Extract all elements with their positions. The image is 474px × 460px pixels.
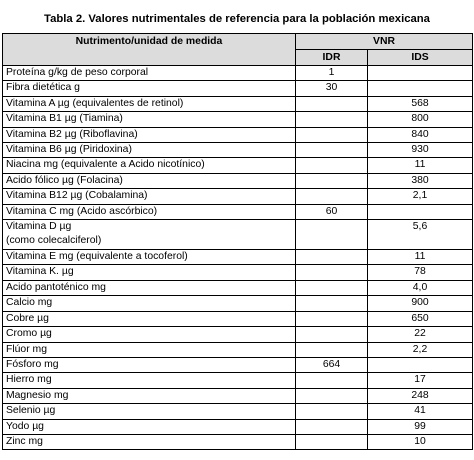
header-vnr: VNR bbox=[296, 34, 473, 50]
ids-cell: 568 bbox=[368, 96, 473, 111]
ids-cell: 900 bbox=[368, 296, 473, 311]
ids-cell bbox=[368, 66, 473, 81]
nutrient-name: Vitamina E mg (equivalente a tocoferol) bbox=[6, 251, 188, 263]
nutrient-cell bbox=[3, 265, 296, 280]
nutrient-cell bbox=[3, 143, 296, 158]
nutrient-name: Cobre µg bbox=[6, 312, 49, 324]
nutrient-cell bbox=[3, 404, 296, 419]
nutrient-cell bbox=[3, 158, 296, 173]
nutrient-cell bbox=[3, 327, 296, 342]
idr-cell bbox=[296, 189, 368, 204]
table-row bbox=[3, 373, 473, 388]
table-row bbox=[3, 250, 473, 265]
nutrient-name: Fibra dietética g bbox=[6, 82, 80, 94]
table-body bbox=[3, 66, 473, 450]
table-row bbox=[3, 189, 473, 204]
table-row bbox=[3, 66, 473, 81]
table-row bbox=[3, 127, 473, 142]
idr-cell bbox=[296, 342, 368, 357]
table-row bbox=[3, 173, 473, 188]
nutrient-name: Yodo µg bbox=[6, 420, 44, 432]
ids-cell: 2,1 bbox=[368, 189, 473, 204]
nutrient-cell bbox=[3, 112, 296, 127]
idr-cell bbox=[296, 127, 368, 142]
idr-cell bbox=[296, 158, 368, 173]
ids-cell: 380 bbox=[368, 173, 473, 188]
nutrient-cell bbox=[3, 419, 296, 434]
nutrient-cell bbox=[3, 342, 296, 357]
table-row bbox=[3, 81, 473, 96]
idr-cell: 60 bbox=[296, 204, 368, 219]
ids-cell: 11 bbox=[368, 158, 473, 173]
nutrient-cell bbox=[3, 204, 296, 219]
nutrient-name: Selenio µg bbox=[6, 405, 56, 417]
ids-cell: 930 bbox=[368, 143, 473, 158]
ids-cell: 78 bbox=[368, 265, 473, 280]
nutrient-name: Vitamina B6 µg (Piridoxina) bbox=[6, 144, 132, 156]
ids-cell: 99 bbox=[368, 419, 473, 434]
nutrient-name: Vitamina B12 µg (Cobalamina) bbox=[6, 190, 148, 202]
ids-cell: 41 bbox=[368, 404, 473, 419]
ids-cell: 4,0 bbox=[368, 280, 473, 295]
nutrient-cell bbox=[3, 388, 296, 403]
nutrient-cell bbox=[3, 357, 296, 372]
header-idr: IDR bbox=[296, 50, 368, 66]
nutrient-cell bbox=[3, 220, 296, 250]
table-row bbox=[3, 404, 473, 419]
header-nutrient: Nutrimento/unidad de medida bbox=[3, 34, 296, 66]
nutrient-table bbox=[2, 33, 473, 450]
table-row bbox=[3, 388, 473, 403]
idr-cell bbox=[296, 434, 368, 449]
ids-cell: 11 bbox=[368, 250, 473, 265]
ids-cell bbox=[368, 204, 473, 219]
table-row bbox=[3, 296, 473, 311]
idr-cell bbox=[296, 96, 368, 111]
ids-cell: 650 bbox=[368, 311, 473, 326]
ids-cell bbox=[368, 81, 473, 96]
nutrient-name: Acido pantoténico mg bbox=[6, 281, 106, 293]
ids-cell: 10 bbox=[368, 434, 473, 449]
ids-cell bbox=[368, 357, 473, 372]
idr-cell bbox=[296, 265, 368, 280]
nutrient-name: Acido fólico µg (Folacina) bbox=[6, 174, 123, 186]
table-row bbox=[3, 327, 473, 342]
table-row bbox=[3, 143, 473, 158]
nutrient-name: Cromo µg bbox=[6, 328, 52, 340]
table-row bbox=[3, 158, 473, 173]
nutrient-name: Magnesio mg bbox=[6, 389, 69, 401]
nutrient-cell bbox=[3, 434, 296, 449]
idr-cell bbox=[296, 404, 368, 419]
idr-cell: 30 bbox=[296, 81, 368, 96]
idr-cell bbox=[296, 296, 368, 311]
nutrient-cell bbox=[3, 250, 296, 265]
table-row bbox=[3, 434, 473, 449]
ids-cell: 17 bbox=[368, 373, 473, 388]
nutrient-name: Proteína g/kg de peso corporal bbox=[6, 67, 149, 78]
nutrient-cell bbox=[3, 127, 296, 142]
idr-cell bbox=[296, 112, 368, 127]
nutrient-cell bbox=[3, 96, 296, 111]
nutrient-name: Vitamina K. µg bbox=[6, 266, 74, 278]
ids-cell: 5,6 bbox=[368, 220, 473, 250]
table-row bbox=[3, 419, 473, 434]
nutrient-cell bbox=[3, 66, 296, 81]
nutrient-cell bbox=[3, 311, 296, 326]
nutrient-name: Flúor mg bbox=[6, 343, 47, 355]
nutrient-cell bbox=[3, 81, 296, 96]
idr-cell bbox=[296, 327, 368, 342]
idr-cell bbox=[296, 143, 368, 158]
header-ids: IDS bbox=[368, 50, 473, 66]
table-row bbox=[3, 96, 473, 111]
idr-cell bbox=[296, 311, 368, 326]
nutrient-name: Vitamina C mg (Acido ascórbico) bbox=[6, 205, 158, 217]
nutrient-name: Vitamina A µg (equivalentes de retinol) bbox=[6, 97, 184, 109]
idr-cell bbox=[296, 419, 368, 434]
idr-cell: 664 bbox=[296, 357, 368, 372]
table-row bbox=[3, 280, 473, 295]
nutrient-name: Calcio mg bbox=[6, 297, 53, 309]
idr-cell bbox=[296, 373, 368, 388]
ids-cell: 800 bbox=[368, 112, 473, 127]
nutrient-name: Zinc mg bbox=[6, 435, 43, 447]
nutrient-name: Vitamina B1 µg (Tiamina) bbox=[6, 113, 123, 125]
ids-cell: 840 bbox=[368, 127, 473, 142]
table-title: Tabla 2. Valores nutrimentales de referencia para la población mexicana bbox=[44, 13, 430, 25]
table-row bbox=[3, 204, 473, 219]
nutrient-name: Niacina mg (equivalente a Acido nicotínico) bbox=[6, 159, 205, 171]
nutrient-name: Vitamina B2 µg (Riboflavina) bbox=[6, 128, 138, 140]
idr-cell bbox=[296, 173, 368, 188]
idr-cell bbox=[296, 280, 368, 295]
nutrient-name: Hierro mg bbox=[6, 374, 52, 386]
table-row bbox=[3, 311, 473, 326]
idr-cell: 1 bbox=[296, 66, 368, 81]
header-row-main bbox=[3, 34, 473, 50]
table-row bbox=[3, 342, 473, 357]
ids-cell: 2,2 bbox=[368, 342, 473, 357]
nutrient-name-line2: (como colecalciferol) bbox=[6, 235, 102, 247]
nutrient-cell bbox=[3, 373, 296, 388]
ids-cell: 22 bbox=[368, 327, 473, 342]
table-row bbox=[3, 220, 473, 250]
nutrient-cell bbox=[3, 189, 296, 204]
nutrient-name: Vitamina D µg bbox=[6, 221, 72, 233]
table-row bbox=[3, 265, 473, 280]
table-row bbox=[3, 357, 473, 372]
idr-cell bbox=[296, 250, 368, 265]
idr-cell bbox=[296, 220, 368, 250]
nutrient-cell bbox=[3, 280, 296, 295]
nutrient-cell bbox=[3, 173, 296, 188]
table-row bbox=[3, 112, 473, 127]
ids-cell: 248 bbox=[368, 388, 473, 403]
nutrient-name: Fósforo mg bbox=[6, 358, 59, 370]
idr-cell bbox=[296, 388, 368, 403]
nutrient-cell bbox=[3, 296, 296, 311]
